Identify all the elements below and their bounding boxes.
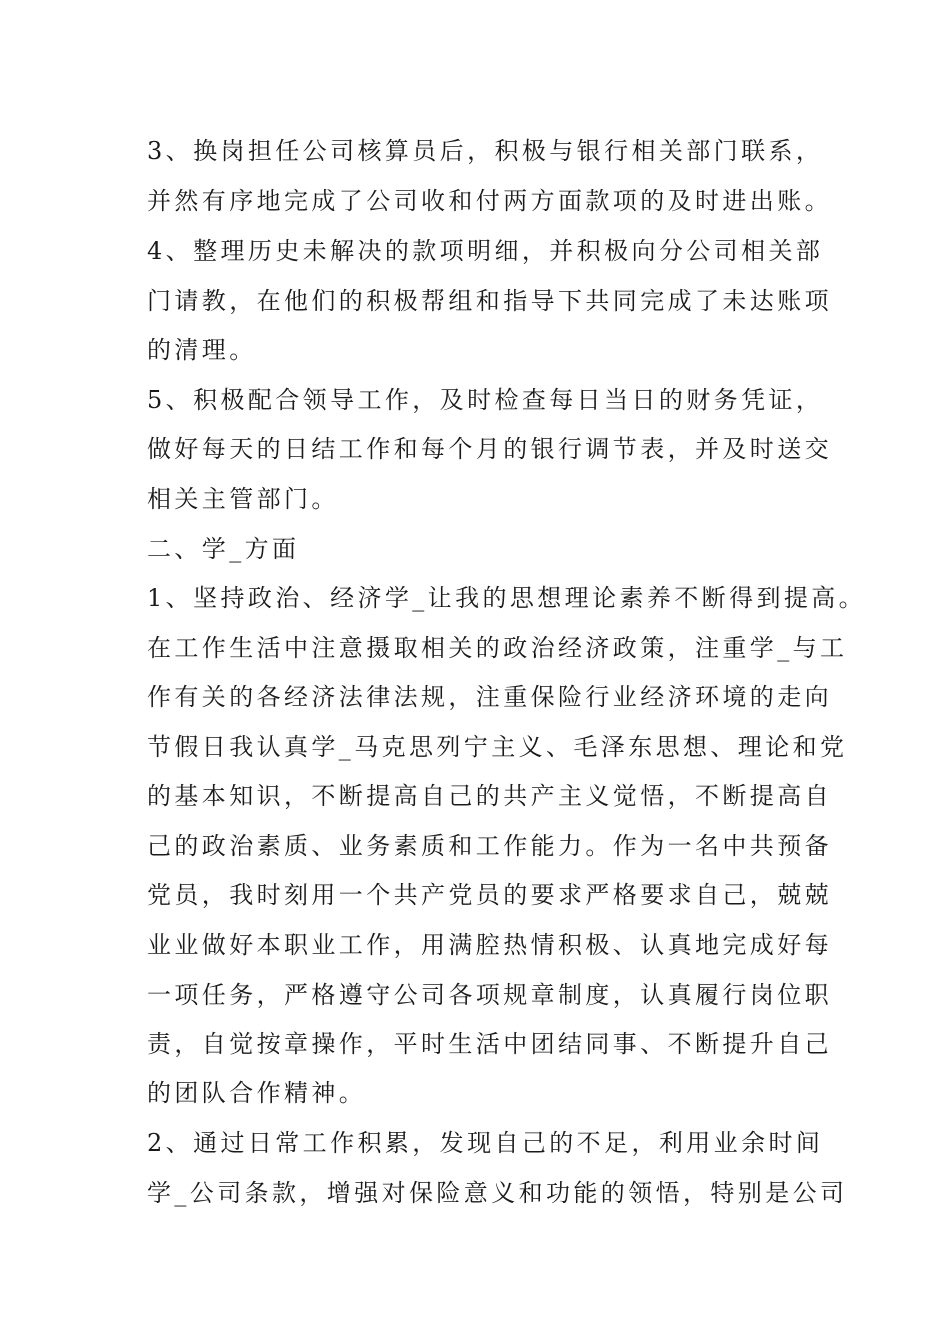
text-line: 相关主管部门。 [147, 485, 339, 513]
text-line: 的清理。 [147, 336, 257, 364]
text-line: 3、换岗担任公司核算员后，积极与银行相关部门联系， [147, 137, 824, 165]
text-line: 门请教，在他们的积极帮组和指导下共同完成了未达账项 [147, 287, 832, 315]
text-line: 己的政治素质、业务素质和工作能力。作为一名中共预备 [147, 832, 832, 860]
text-line: 2、通过日常工作积累，发现自己的不足，利用业余时间 [147, 1129, 824, 1157]
text-line: 学_公司条款，增强对保险意义和功能的领悟，特别是公司 [147, 1179, 848, 1207]
text-line: 作有关的各经济法律法规，注重保险行业经济环境的走向 [147, 683, 832, 711]
text-line: 1、坚持政治、经济学_让我的思想理论素养不断得到提高。 [147, 584, 867, 612]
text-line: 节假日我认真学_马克思列宁主义、毛泽东思想、理论和党 [147, 733, 848, 761]
text-line: 在工作生活中注意摄取相关的政治经济政策，注重学_与工 [147, 634, 848, 662]
text-line: 业业做好本职业工作，用满腔热情积极、认真地完成好每 [147, 931, 832, 959]
text-line: 5、积极配合领导工作，及时检查每日当日的财务凭证， [147, 386, 824, 414]
text-line: 党员，我时刻用一个共产党员的要求严格要求自己，兢兢 [147, 881, 832, 909]
text-line: 责，自觉按章操作，平时生活中团结同事、不断提升自己 [147, 1030, 832, 1058]
text-line: 4、整理历史未解决的款项明细，并积极向分公司相关部 [147, 237, 824, 265]
text-line: 的基本知识，不断提高自己的共产主义觉悟，不断提高自 [147, 782, 832, 810]
text-line: 一项任务，严格遵守公司各项规章制度，认真履行岗位职 [147, 981, 832, 1009]
text-line: 的团队合作精神。 [147, 1079, 367, 1107]
section-heading: 二、学_方面 [147, 535, 300, 563]
text-line: 并然有序地完成了公司收和付两方面款项的及时进出账。 [147, 187, 832, 215]
text-line: 做好每天的日结工作和每个月的银行调节表，并及时送交 [147, 435, 832, 463]
